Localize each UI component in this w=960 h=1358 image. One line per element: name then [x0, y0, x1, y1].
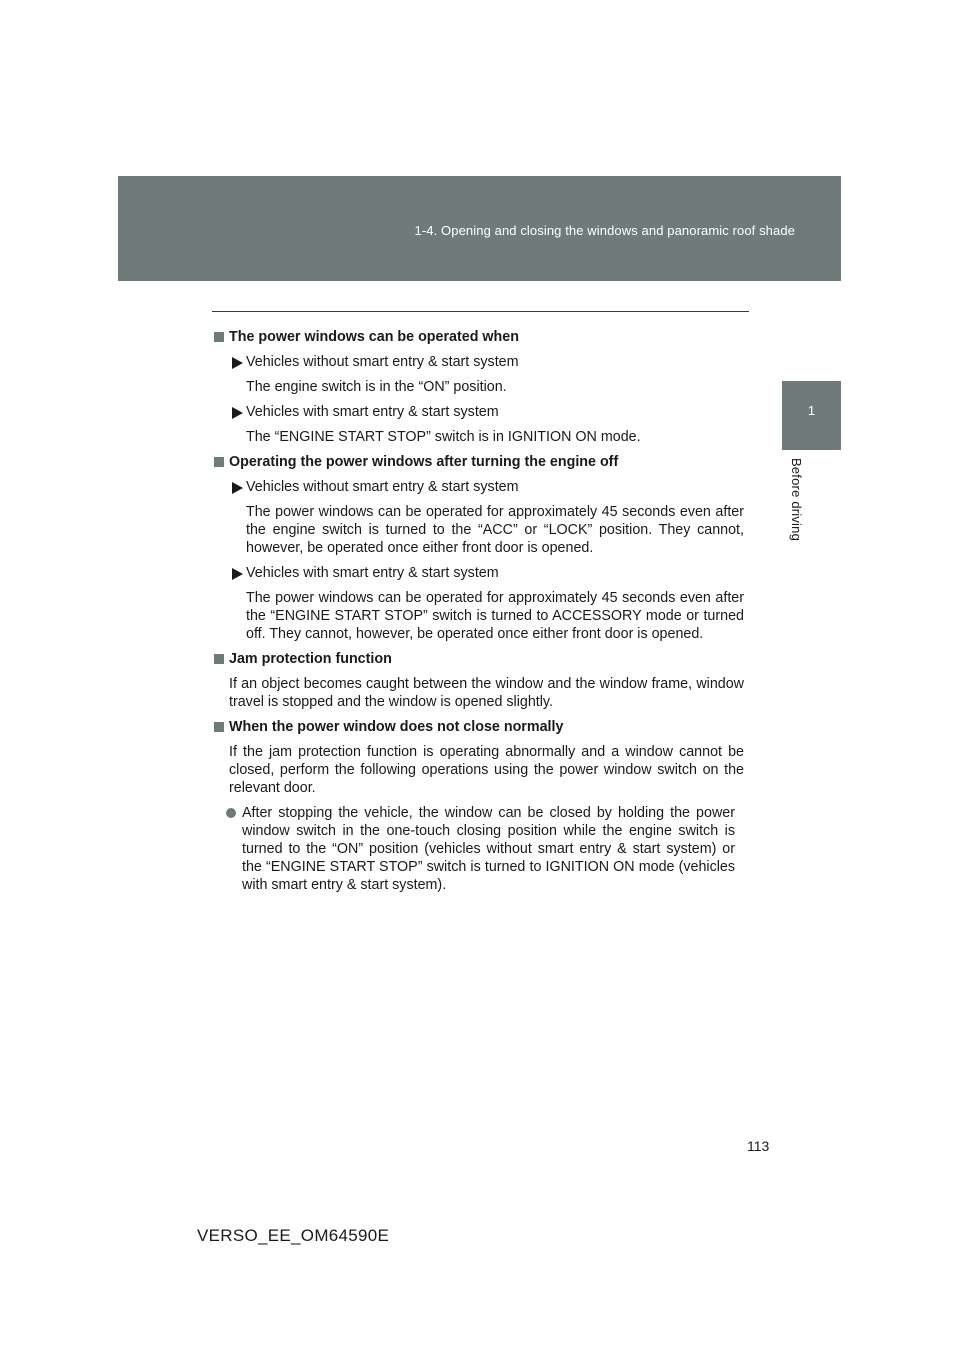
document-code: VERSO_EE_OM64590E — [197, 1226, 390, 1245]
chapter-section-title: 1-4. Opening and closing the windows and panoramic roof shade — [414, 223, 795, 238]
section-text: If an object becomes caught between the window and the window frame, window travel is stopped and the window is opened slightly. — [229, 676, 744, 710]
chapter-number: 1 — [807, 403, 816, 418]
page-number: 113 — [747, 1138, 770, 1154]
square-bullet-icon — [214, 332, 224, 342]
triangle-arrow-icon — [232, 568, 243, 580]
condition-text: The power windows can be operated for approximately 45 seconds even after the engine switch is turned to the “ACC” or “LOCK” position. They cannot, however, be operated once either front door is opened. — [246, 504, 744, 556]
chapter-header-bar — [118, 176, 841, 281]
section-heading: Jam protection function — [214, 650, 744, 668]
condition-text: The engine switch is in the “ON” position. — [246, 379, 507, 395]
square-bullet-icon — [214, 457, 224, 467]
bullet-item: After stopping the vehicle, the window can be closed by holding the power window switch in the one-touch closing position while the engine switch is turned to the “ON” position (vehicles without smart entry & start system) or the “ENGINE START STOP” switch is turned to IGNITION ON mode (vehicles with smart entry & start system). — [214, 804, 744, 894]
section-text: If the jam protection function is operating abnormally and a window cannot be closed, perform the following operations using the power window switch on the relevant door. — [229, 744, 744, 796]
vehicle-condition: Vehicles with smart entry & start system — [214, 564, 744, 582]
chapter-tab — [782, 381, 841, 450]
section-heading: The power windows can be operated when — [214, 328, 744, 346]
chapter-label: Before driving — [789, 458, 804, 542]
section-divider — [212, 311, 749, 312]
vehicle-condition: Vehicles with smart entry & start system — [214, 403, 744, 421]
triangle-arrow-icon — [232, 357, 243, 369]
vehicle-condition: Vehicles without smart entry & start system — [214, 478, 744, 496]
page-body — [214, 328, 744, 894]
square-bullet-icon — [214, 654, 224, 664]
condition-text: The power windows can be operated for approximately 45 seconds even after the “ENGINE START STOP” switch is turned to ACCESSORY mode or turned off. They cannot, however, be operated once either front door is opened. — [246, 590, 744, 642]
circle-bullet-icon — [226, 808, 236, 818]
vehicle-condition: Vehicles without smart entry & start system — [214, 353, 744, 371]
condition-text: The “ENGINE START STOP” switch is in IGNITION ON mode. — [246, 429, 641, 445]
section-heading: When the power window does not close normally — [214, 718, 744, 736]
triangle-arrow-icon — [232, 482, 243, 494]
triangle-arrow-icon — [232, 407, 243, 419]
section-heading: Operating the power windows after turning the engine off — [214, 453, 744, 471]
square-bullet-icon — [214, 722, 224, 732]
